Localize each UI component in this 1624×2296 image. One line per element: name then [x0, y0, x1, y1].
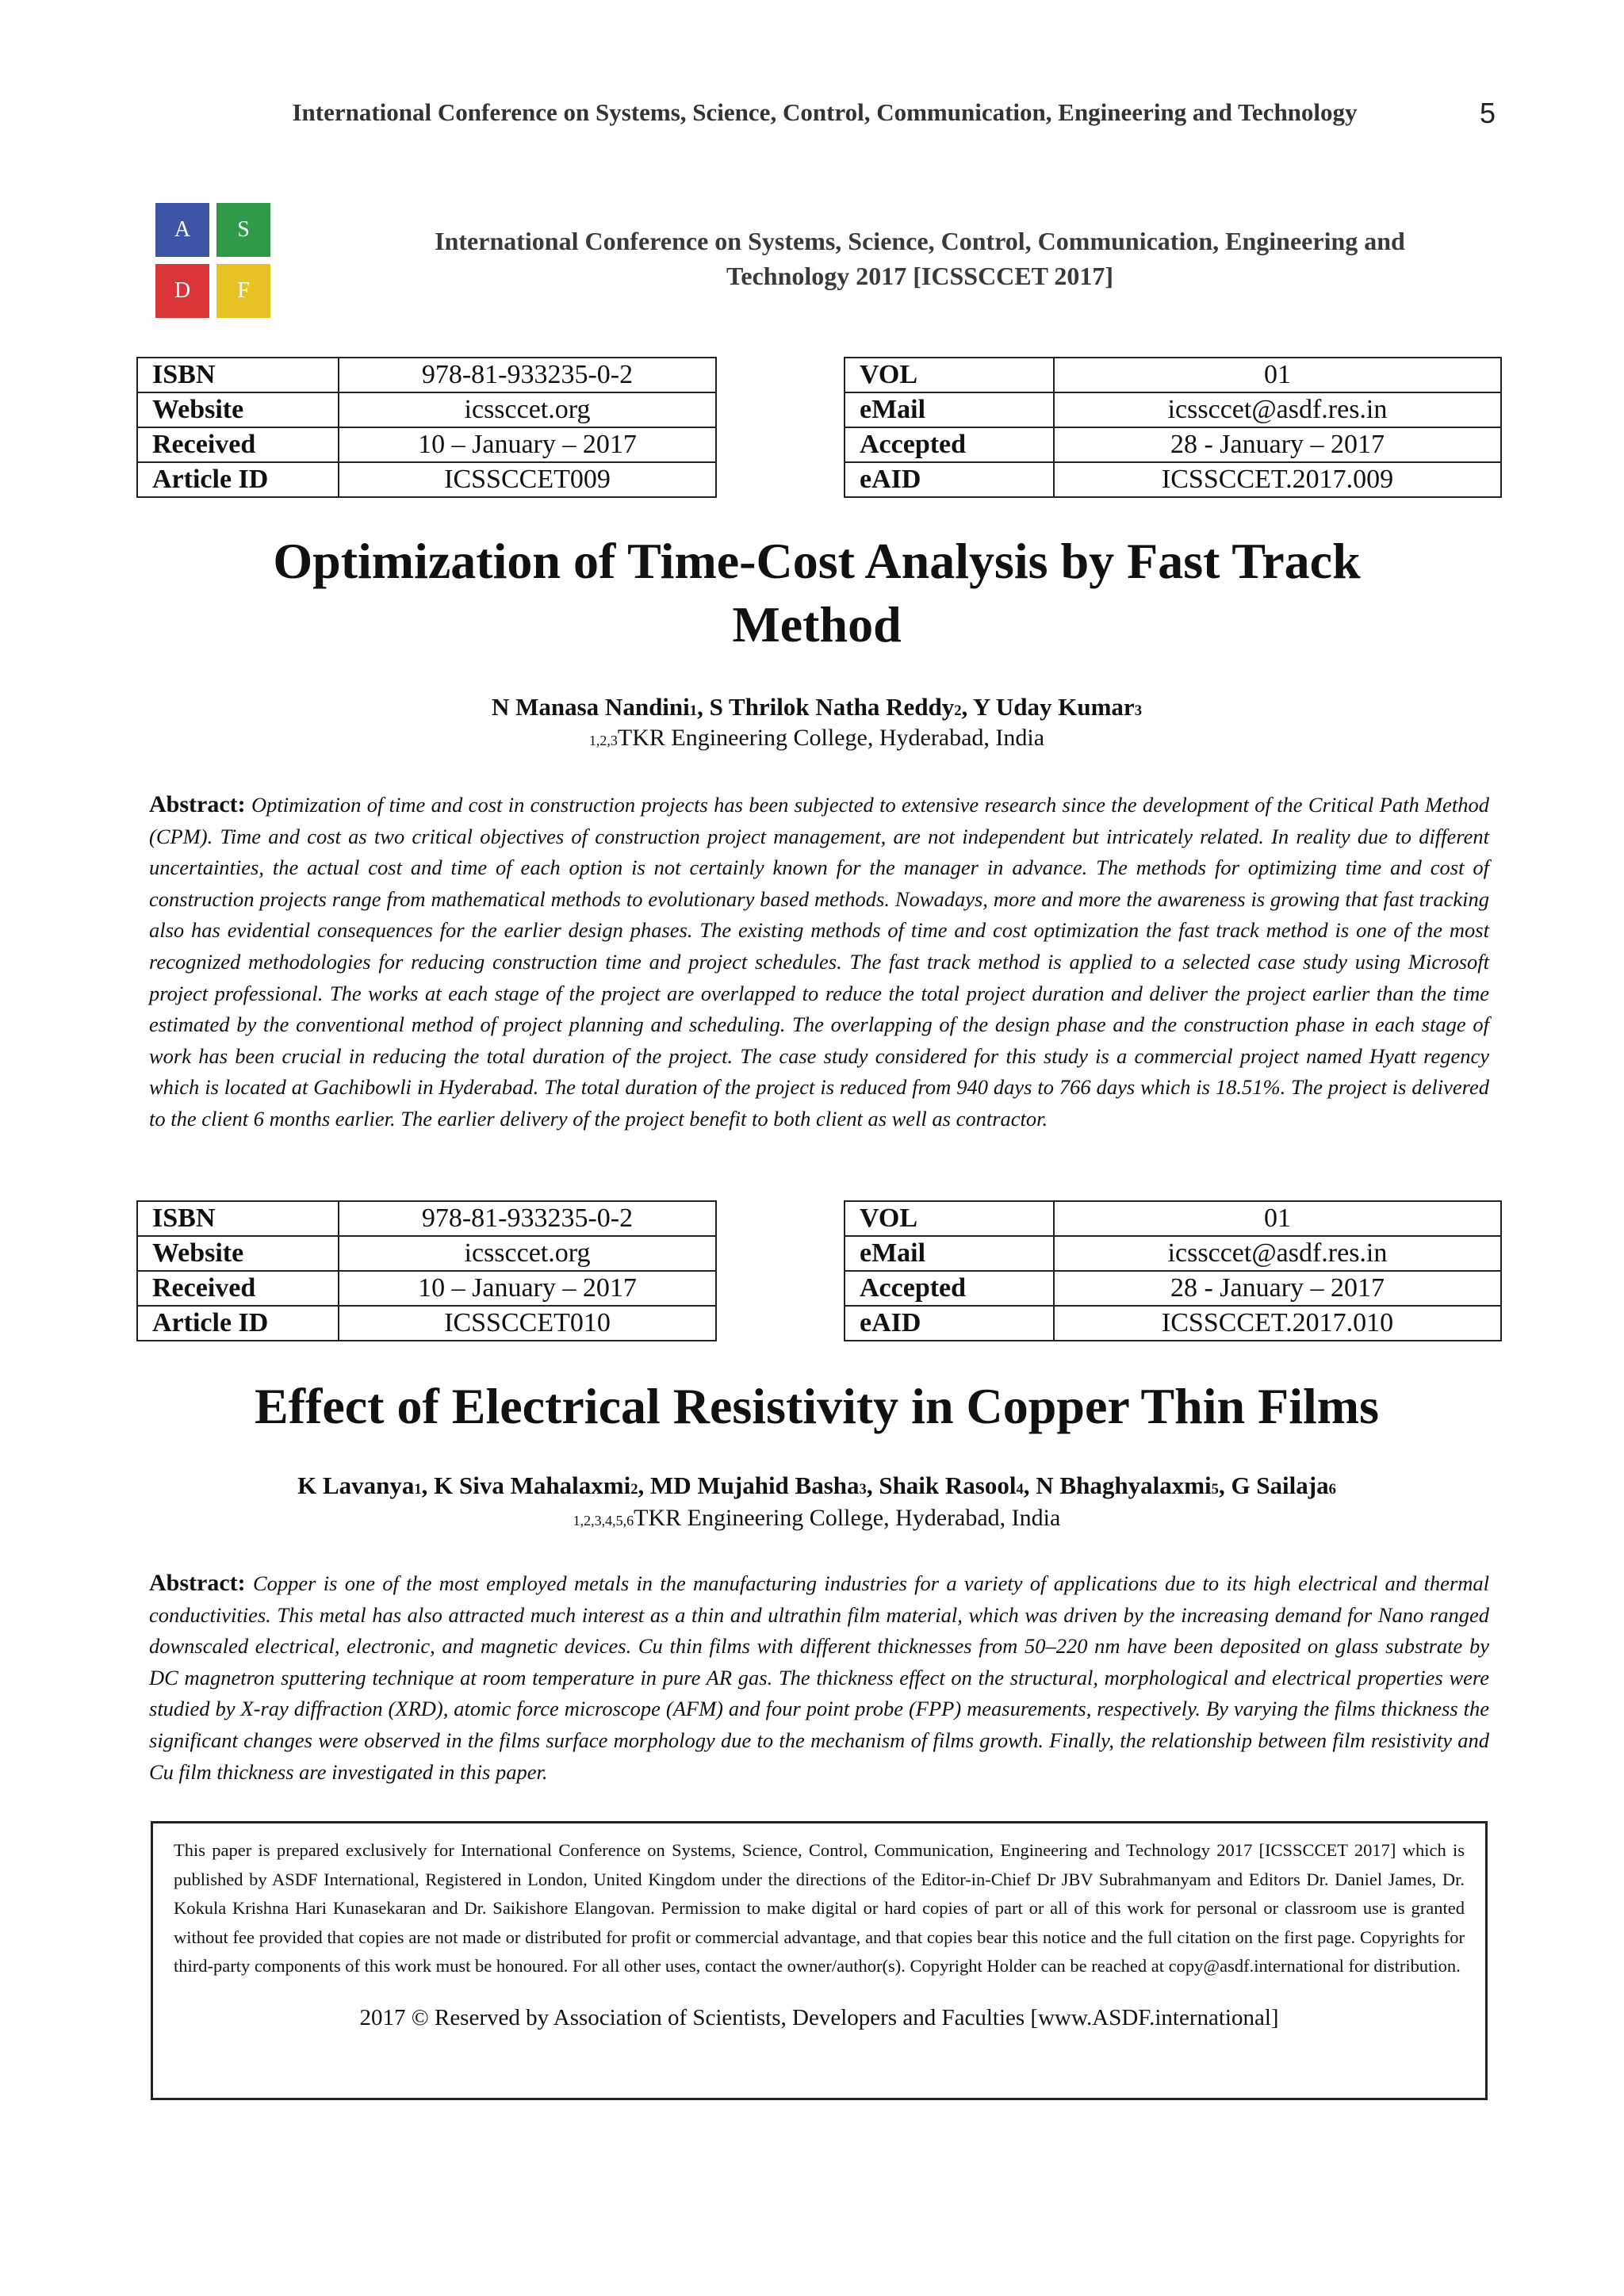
logo-tile-s: S [216, 203, 270, 257]
asdf-logo [155, 203, 273, 320]
table-row [137, 427, 716, 462]
conference-title [373, 224, 1467, 293]
table-row [137, 392, 716, 427]
author-name: K Lavanya [297, 1471, 415, 1499]
meta-value: 01 [1054, 1201, 1501, 1236]
paper2-title-line1: Effect of Electrical Resistivity in Copper Thin Films [255, 1378, 1379, 1434]
meta-key: Website [137, 1236, 339, 1271]
author-sup: 3 [1134, 702, 1142, 719]
table-row [137, 1306, 716, 1341]
meta-key: eAID [845, 462, 1054, 497]
table-row [137, 1271, 716, 1306]
meta-value: ICSSCCET.2017.010 [1054, 1306, 1501, 1341]
table-row [137, 1201, 716, 1236]
meta-value: icssccet@asdf.res.in [1054, 392, 1501, 427]
author-sep: , [697, 693, 710, 721]
author-sep: , [638, 1471, 650, 1499]
table-row [845, 1271, 1501, 1306]
paper1-authors [159, 693, 1475, 721]
author-sup: 1 [414, 1481, 422, 1498]
affiliation-sup: 1,2,3,4,5,6 [573, 1513, 634, 1529]
meta-key: Accepted [845, 1271, 1054, 1306]
abstract-text: Copper is one of the most employed metals in the manufacturing industries for a variety of applications due to its high electrical and thermal conductivities. This metal has also attracted much interest as a thin and ultrathin film material, which was driven by the increasing demand for Nano ranged downscaled electrical, electronic, and magnetic devices. Cu thin films with different thicknesses from 50–220 nm have been deposited on glass substrate by DC magnetron sputtering technique at room temperature in pure AR gas. The thickness effect on the structural, morphological and electrical properties were studied by X-ray diffraction (XRD), atomic force microscope (AFM) and four point probe (FPP) measurements, respectively. By varying the films thickness the significant changes were observed in the films surface morphology due to the mechanism of films growth. Finally, the relationship between film resistivity and Cu film thickness are investigated in this paper. [149, 1571, 1490, 1784]
author-name: N Manasa Nandini [491, 693, 690, 721]
affiliation-text: TKR Engineering College, Hyderabad, India [634, 1505, 1061, 1531]
logo-tile-a: A [155, 203, 209, 257]
meta-key: Received [137, 1271, 339, 1306]
paper2-meta-right [844, 1200, 1502, 1341]
meta-key: eAID [845, 1306, 1054, 1341]
author-name: N Bhaghyalaxmi [1036, 1471, 1212, 1499]
meta-value: 01 [1054, 358, 1501, 392]
running-header: International Conference on Systems, Science, Control, Communication, Engineering and Technology [292, 98, 1358, 126]
table-row [845, 1306, 1501, 1341]
meta-key: eMail [845, 1236, 1054, 1271]
paper1-title-line2: Method [732, 596, 902, 652]
paper2-meta-left [136, 1200, 717, 1341]
meta-key: Website [137, 392, 339, 427]
table-row [845, 462, 1501, 497]
meta-value: 978-81-933235-0-2 [339, 1201, 716, 1236]
copyright-reserved: 2017 © Reserved by Association of Scientists, Developers and Faculties [www.ASDF.international] [359, 2004, 1279, 2030]
table-row [845, 358, 1501, 392]
meta-value: 10 – January – 2017 [339, 1271, 716, 1306]
abstract-label: Abstract: [149, 1570, 246, 1596]
paper1-title [174, 530, 1459, 656]
meta-key: ISBN [137, 1201, 339, 1236]
meta-value: 28 - January – 2017 [1054, 1271, 1501, 1306]
paper2-authors [159, 1471, 1475, 1500]
author-name: MD Mujahid Basha [649, 1471, 860, 1499]
logo-tile-f: F [216, 264, 270, 318]
page-number: 5 [1479, 97, 1496, 129]
author-sup: 4 [1016, 1481, 1024, 1498]
author-sup: 2 [630, 1481, 638, 1498]
author-sep: , [1218, 1471, 1231, 1499]
table-row [845, 427, 1501, 462]
meta-key: Article ID [137, 462, 339, 497]
author-sup: 5 [1211, 1481, 1219, 1498]
copyright-notice: This paper is prepared exclusively for International Conference on Systems, Science, Control, Communication, Engineering and Technology 2017 [ICSSCCET 2017] which is published by ASDF International, Registered in London, United Kingdom under the directions of the Editor-in-Chief Dr JBV Subrahmanyam and Editors Dr. Daniel James, Dr. Kokula Krishna Hari Kunasekaran and Dr. Saikishore Elangovan. Permission to make digital or hard copies of part or all of this work for personal or classroom use is granted without fee provided that copies are not made or distributed for profit or commercial advantage, and that copies bear this notice and the full citation on the first page. Copyrights for third-party components of this work must be honoured. For all other uses, contact the owner/author(s). Copyright Holder can be reached at copy@asdf.international for distribution. [174, 1840, 1465, 1976]
author-sup: 1 [689, 702, 698, 719]
conference-title-line1: International Conference on Systems, Science, Control, Communication, Engineering and [435, 227, 1405, 255]
author-sep: , [1023, 1471, 1036, 1499]
paper1-abstract [149, 789, 1489, 1135]
meta-key: Article ID [137, 1306, 339, 1341]
meta-value: ICSSCCET.2017.009 [1054, 462, 1501, 497]
author-sep: , [421, 1471, 435, 1499]
meta-value: 978-81-933235-0-2 [339, 358, 716, 392]
table-row [845, 392, 1501, 427]
author-name: Shaik Rasool [879, 1471, 1017, 1499]
meta-value: ICSSCCET009 [339, 462, 716, 497]
author-name: S Thrilok Natha Reddy [709, 693, 955, 721]
table-row [137, 462, 716, 497]
author-name: G Sailaja [1231, 1471, 1329, 1499]
table-row [137, 358, 716, 392]
paper1-meta-right [844, 357, 1502, 498]
author-sup: 6 [1328, 1481, 1336, 1498]
paper1-title-line1: Optimization of Time-Cost Analysis by Fast Track [273, 533, 1361, 589]
abstract-label: Abstract: [149, 791, 246, 817]
table-row [137, 1236, 716, 1271]
meta-key: ISBN [137, 358, 339, 392]
meta-value: 28 - January – 2017 [1054, 427, 1501, 462]
meta-value: icssccet@asdf.res.in [1054, 1236, 1501, 1271]
table-row [845, 1201, 1501, 1236]
meta-key: Accepted [845, 427, 1054, 462]
author-name: K Siva Mahalaxmi [434, 1471, 631, 1499]
table-row [845, 1236, 1501, 1271]
meta-value: icssccet.org [339, 1236, 716, 1271]
author-name: Y Uday Kumar [972, 693, 1135, 721]
meta-key: Received [137, 427, 339, 462]
paper2-affiliation [159, 1505, 1475, 1532]
meta-value: 10 – January – 2017 [339, 427, 716, 462]
copyright-box [151, 1821, 1488, 2100]
meta-value: icssccet.org [339, 392, 716, 427]
paper1-affiliation [159, 725, 1475, 752]
paper1-meta-left [136, 357, 717, 498]
author-sup: 2 [954, 702, 962, 719]
affiliation-text: TKR Engineering College, Hyderabad, India [617, 725, 1045, 751]
affiliation-sup: 1,2,3 [588, 733, 618, 748]
paper2-title [174, 1375, 1459, 1438]
conference-title-line2: Technology 2017 [ICSSCCET 2017] [726, 262, 1114, 290]
paper2-abstract [149, 1567, 1489, 1788]
abstract-text: Optimization of time and cost in construction projects has been subjected to extensive research since the development of the Critical Path Method (CPM). Time and cost as two critical objectives of construction project management, are not independent but intricately related. In reality due to different uncertainties, the actual cost and time of each option is not certainly known for the manager in advance. The methods for optimizing time and cost of construction projects range from mathematical methods to evolutionary based methods. Nowadays, more and more the awareness is growing that fast tracking also has evidential consequences for the earlier design phases. The existing methods of time and cost optimization the fast track method is one of the most recognized methodologies for reducing construction time and project schedules. The fast track method is applied to a selected case study using Microsoft project professional. The works at each stage of the project are overlapped to reduce the total project duration and deliver the project earlier than the time estimated by the conventional method of project planning and scheduling. The overlapping of the design phase and the construction phase in each stage of work has been crucial in reducing the total duration of the project. The case study considered for this study is a commercial project named Hyatt regency which is located at Gachibowli in Hyderabad. The total duration of the project is reduced from 940 days to 766 days which is 18.51%. The project is delivered to the client 6 months earlier. The earlier delivery of the project benefit to both client as well as contractor. [149, 793, 1490, 1131]
meta-key: eMail [845, 392, 1054, 427]
author-sup: 3 [859, 1481, 867, 1498]
logo-tile-d: D [155, 264, 209, 318]
meta-key: VOL [845, 358, 1054, 392]
author-sep: , [866, 1471, 879, 1499]
meta-key: VOL [845, 1201, 1054, 1236]
meta-value: ICSSCCET010 [339, 1306, 716, 1341]
author-sep: , [961, 693, 973, 721]
